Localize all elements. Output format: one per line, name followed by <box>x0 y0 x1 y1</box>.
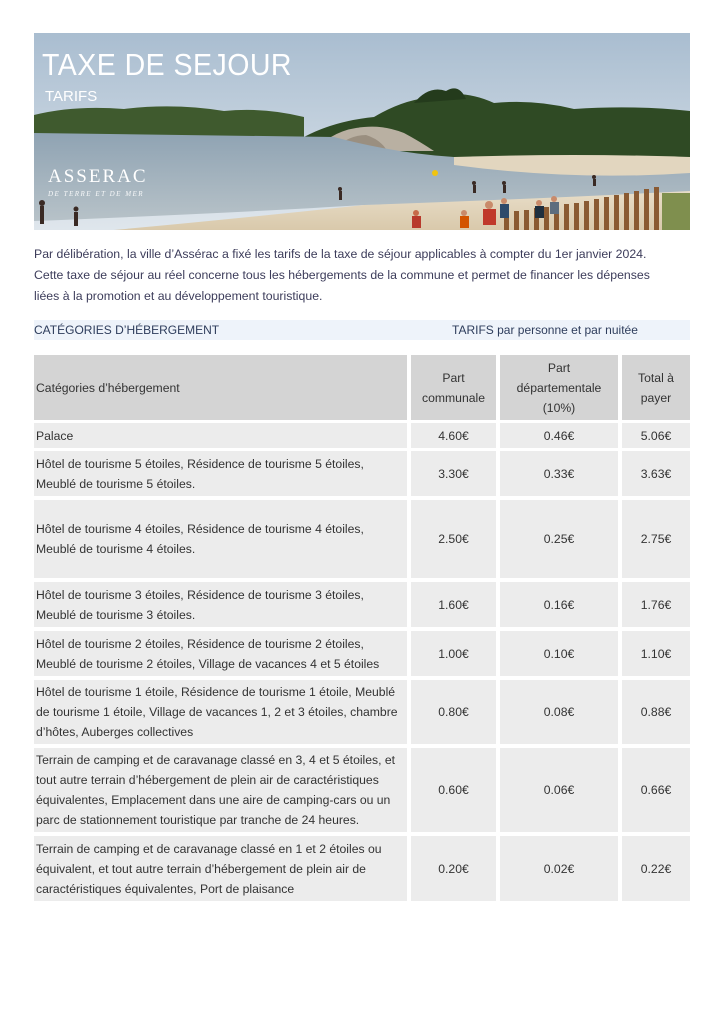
cell-departementale-text: 0.25€ <box>543 532 575 546</box>
cell-departementale-text: 0.02€ <box>543 861 575 876</box>
cell-communale <box>411 500 496 578</box>
cell-category-text: Hôtel de tourisme 1 étoile, Résidence de tourisme 1 étoile, Meublé de tourisme 1 étoile, Village de vacances 1, 2 et 3 étoiles, chambre d’hôtes, Auberges collectives <box>36 685 398 739</box>
header-departementale <box>500 355 618 420</box>
cell-category <box>34 748 407 832</box>
cell-communale-text: 0.60€ <box>438 783 469 797</box>
hero-banner <box>34 33 690 230</box>
page-subtitle: TARIFS <box>45 88 98 105</box>
cell-total-text: 1.76€ <box>640 597 672 612</box>
intro-line: liées à la promotion et au développement touristique. <box>34 289 323 303</box>
cell-departementale-text: 0.08€ <box>543 705 575 719</box>
cell-communale <box>411 423 496 448</box>
logo-wordmark: ASSERAC <box>48 166 148 187</box>
cell-category-text: Terrain de camping et de caravanage classé en 1 et 2 étoiles ou équivalent, et tout autre terrain d’hébergement de plein air de caractéristiques équivalentes, Port de plaisance <box>36 841 382 896</box>
header-communale <box>411 355 496 420</box>
cell-category <box>34 582 407 627</box>
cell-departementale <box>500 423 618 448</box>
cell-category-text: Terrain de camping et de caravanage classé en 3, 4 et 5 étoiles, et tout autre terrain d’hébergement de plein air de caractéristiques équivalentes, Emplacement dans une aire de camping-cars ou un parc de stationnement touristique par tranche de 24 heures. <box>36 753 396 827</box>
cell-communale-text: 1.00€ <box>438 646 469 661</box>
cell-category <box>34 500 407 578</box>
section-header <box>34 320 690 340</box>
cell-total-text: 2.75€ <box>640 532 672 546</box>
header-category <box>34 355 407 420</box>
table-row <box>34 582 690 627</box>
table-row <box>34 836 690 901</box>
cell-total <box>622 500 690 578</box>
cell-category-text: Hôtel de tourisme 2 étoiles, Résidence de tourisme 2 étoiles, Meublé de tourisme 2 étoiles, Village de vacances 4 et 5 étoiles <box>36 636 380 671</box>
cell-category <box>34 423 407 448</box>
cell-departementale <box>500 748 618 832</box>
cell-communale-text: 3.30€ <box>438 466 469 481</box>
page-title: TAXE DE SEJOUR <box>42 47 292 82</box>
cell-departementale-text: 0.06€ <box>543 783 575 797</box>
cell-total-text: 5.06€ <box>640 428 672 443</box>
header-total-label: Total à payer <box>638 370 674 405</box>
cell-departementale-text: 0.10€ <box>543 646 575 661</box>
cell-departementale-text: 0.16€ <box>543 597 575 612</box>
cell-communale <box>411 451 496 496</box>
cell-communale <box>411 680 496 744</box>
cell-total <box>622 748 690 832</box>
cell-category-text: Palace <box>36 428 74 443</box>
cell-departementale <box>500 680 618 744</box>
section-tarifs-label: TARIFS par personne et par nuitée <box>452 323 638 337</box>
cell-communale-text: 1.60€ <box>438 597 469 612</box>
table-header-row <box>34 355 690 420</box>
cell-departementale <box>500 500 618 578</box>
intro-line: Par délibération, la ville d’Assérac a fixé les tarifs de la taxe de séjour applicables à compter du 1er janvier 2024. <box>34 247 647 261</box>
table-row <box>34 451 690 496</box>
logo-tagline: DE TERRE ET DE MER <box>48 190 145 198</box>
header-total <box>622 355 690 420</box>
cell-category-text: Hôtel de tourisme 5 étoiles, Résidence de tourisme 5 étoiles, Meublé de tourisme 5 étoiles. <box>36 456 364 491</box>
cell-communale <box>411 748 496 832</box>
cell-departementale-text: 0.46€ <box>543 428 575 443</box>
cell-total-text: 0.66€ <box>640 783 672 797</box>
cell-communale-text: 4.60€ <box>438 428 469 443</box>
cell-total <box>622 836 690 901</box>
cell-total-text: 1.10€ <box>640 646 672 661</box>
table-row <box>34 423 690 448</box>
cell-total-text: 0.88€ <box>640 705 672 719</box>
cell-departementale <box>500 582 618 627</box>
cell-category <box>34 836 407 901</box>
cell-total-text: 0.22€ <box>640 861 672 876</box>
cell-communale-text: 0.80€ <box>438 705 469 719</box>
cell-category-text: Hôtel de tourisme 3 étoiles, Résidence de tourisme 3 étoiles, Meublé de tourisme 3 étoiles. <box>36 587 364 622</box>
header-category-label: Catégories d’hébergement <box>36 380 180 395</box>
cell-communale-text: 0.20€ <box>438 861 469 876</box>
intro-line: Cette taxe de séjour au réel concerne tous les hébergements de la commune et permet de financer les dépenses <box>34 268 650 282</box>
cell-departementale <box>500 836 618 901</box>
cell-departementale <box>500 631 618 676</box>
cell-communale-text: 2.50€ <box>438 532 469 546</box>
cell-category <box>34 451 407 496</box>
cell-communale <box>411 631 496 676</box>
table-row <box>34 680 690 744</box>
cell-total-text: 3.63€ <box>640 466 672 481</box>
cell-departementale-text: 0.33€ <box>543 466 575 481</box>
table-row <box>34 748 690 832</box>
asserac-logo <box>48 167 158 198</box>
cell-communale <box>411 836 496 901</box>
header-communale-label: Part communale <box>422 370 485 405</box>
intro-paragraph <box>34 244 694 307</box>
cell-category <box>34 680 407 744</box>
cell-communale <box>411 582 496 627</box>
cell-total <box>622 631 690 676</box>
cell-total <box>622 451 690 496</box>
table-row <box>34 631 690 676</box>
cell-departementale <box>500 451 618 496</box>
table-row <box>34 500 690 578</box>
cell-total <box>622 423 690 448</box>
cell-category <box>34 631 407 676</box>
section-title: CATÉGORIES D’HÉBERGEMENT <box>34 323 220 337</box>
cell-category-text: Hôtel de tourisme 4 étoiles, Résidence de tourisme 4 étoiles, Meublé de tourisme 4 étoiles. <box>36 522 364 556</box>
header-departementale-label: Part départementale (10%) <box>516 360 602 415</box>
cell-total <box>622 582 690 627</box>
cell-total <box>622 680 690 744</box>
